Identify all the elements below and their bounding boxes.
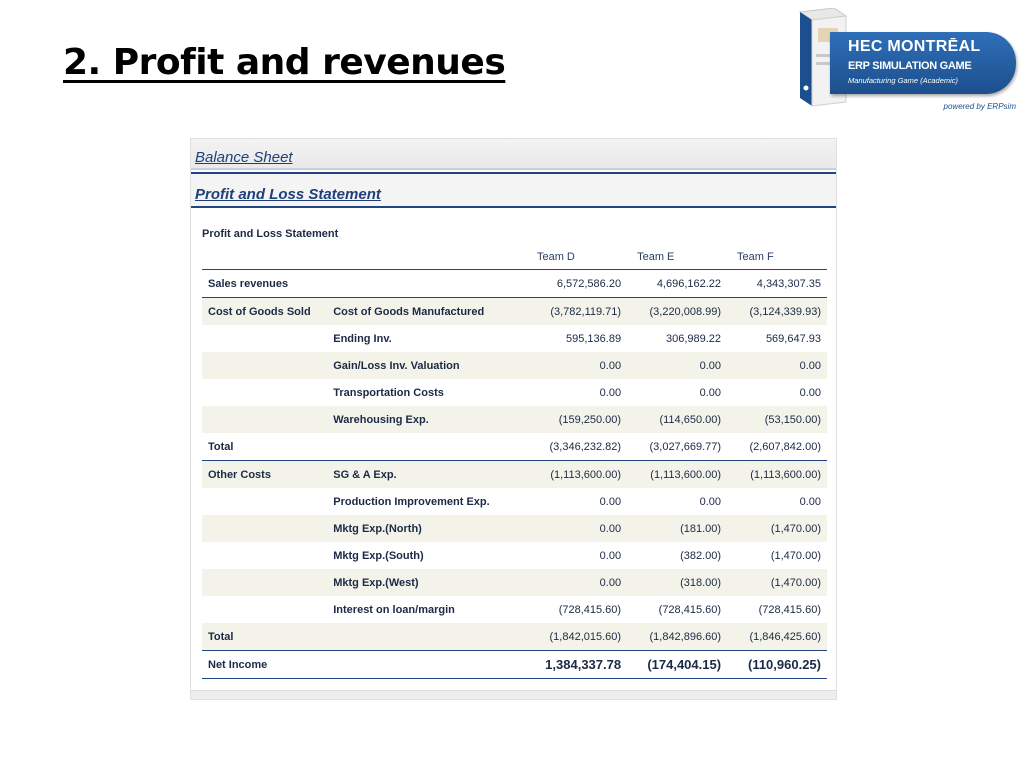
table-row — [202, 461, 827, 489]
row-category — [202, 352, 327, 379]
row-category — [202, 569, 327, 596]
row-category: Other Costs — [202, 461, 327, 489]
row-item: SG & A Exp. — [327, 461, 527, 489]
slide-title: 2. Profit and revenues — [63, 42, 506, 83]
value-team-d: (3,346,232.82) — [549, 440, 622, 453]
value-team-e: (181.00) — [627, 515, 727, 542]
value-team-f: (728,415.60) — [758, 603, 821, 616]
column-header: Team F — [737, 251, 774, 263]
row-category — [202, 542, 327, 569]
row-item: Mktg Exp.(West) — [327, 569, 527, 596]
table-row — [202, 352, 827, 379]
value-team-f: (3,124,339.93) — [727, 298, 827, 326]
table-row — [202, 270, 827, 298]
row-category: Total — [202, 623, 327, 651]
value-team-f: (1,470.00) — [727, 515, 827, 542]
row-category: Cost of Goods Sold — [202, 298, 327, 326]
table-header-row — [202, 245, 827, 270]
value-team-f: 0.00 — [799, 495, 821, 508]
value-team-e: 306,989.22 — [665, 332, 722, 345]
pl-table — [202, 245, 827, 679]
value-team-d: 0.00 — [599, 549, 622, 562]
pl-statement-header — [191, 172, 836, 208]
row-category — [202, 379, 327, 406]
logo-game-name: ERP SIMULATION GAME — [848, 60, 972, 72]
value-team-e: (1,113,600.00) — [627, 461, 727, 489]
table-row — [202, 596, 827, 623]
value-team-e: (1,842,896.60) — [627, 623, 727, 651]
report-title: Profit and Loss Statement — [202, 228, 339, 240]
row-category — [202, 515, 327, 542]
row-category — [202, 596, 327, 623]
row-item — [327, 433, 527, 461]
value-team-e: 4,696,162.22 — [656, 277, 722, 290]
value-team-e: 0.00 — [699, 386, 722, 399]
header-blank — [327, 245, 527, 270]
value-team-d: (1,842,015.60) — [527, 623, 627, 651]
table-row — [202, 325, 827, 352]
row-category — [202, 406, 327, 433]
table-row — [202, 569, 827, 596]
row-item: Production Improvement Exp. — [333, 495, 490, 508]
value-team-e: 0.00 — [627, 352, 727, 379]
row-item: Interest on loan/margin — [333, 603, 455, 616]
value-team-f: (1,470.00) — [770, 549, 821, 562]
row-item: Mktg Exp.(South) — [333, 549, 424, 562]
column-header: Team E — [637, 251, 675, 263]
panel-footer — [191, 690, 836, 699]
row-item: Cost of Goods Manufactured — [327, 298, 527, 326]
value-team-e: 0.00 — [699, 495, 722, 508]
logo-banner — [830, 32, 1016, 94]
row-category — [202, 325, 327, 352]
row-item — [327, 651, 527, 679]
value-team-f: (110,960.25) — [727, 651, 827, 679]
value-team-f: (1,846,425.60) — [727, 623, 827, 651]
value-team-d: 1,384,337.78 — [527, 651, 627, 679]
value-team-f: (2,607,842.00) — [749, 440, 821, 453]
value-team-d: 0.00 — [527, 569, 627, 596]
header-blank — [202, 245, 327, 270]
table-row — [202, 488, 827, 515]
logo-school-name: HEC MONTRĒAL — [848, 38, 981, 55]
value-team-e: (318.00) — [627, 569, 727, 596]
value-team-d: 0.00 — [527, 352, 627, 379]
hec-logo — [786, 8, 1018, 120]
erp-report-panel — [190, 138, 837, 700]
value-team-f: (53,150.00) — [727, 406, 827, 433]
value-team-e: (114,650.00) — [627, 406, 727, 433]
row-item: Mktg Exp.(North) — [327, 515, 527, 542]
value-team-e: (3,027,669.77) — [649, 440, 722, 453]
row-category: Net Income — [202, 651, 327, 679]
table-row — [202, 515, 827, 542]
value-team-d: (728,415.60) — [558, 603, 622, 616]
row-item — [327, 270, 527, 298]
value-team-e: (382.00) — [680, 549, 722, 562]
value-team-f: (1,113,600.00) — [727, 461, 827, 489]
value-team-d: 595,136.89 — [566, 332, 622, 345]
row-category — [202, 488, 327, 515]
balance-sheet-link[interactable]: Balance Sheet — [195, 149, 293, 166]
row-item — [327, 623, 527, 651]
value-team-d: (3,782,119.71) — [527, 298, 627, 326]
value-team-e: (3,220,008.99) — [627, 298, 727, 326]
table-row — [202, 542, 827, 569]
pl-statement-link[interactable]: Profit and Loss Statement — [195, 186, 381, 203]
column-header: Team D — [536, 251, 575, 263]
value-team-f: (1,470.00) — [727, 569, 827, 596]
table-row — [202, 651, 827, 679]
table-row — [202, 433, 827, 461]
balance-sheet-header — [191, 139, 836, 170]
value-team-f: 0.00 — [727, 352, 827, 379]
row-item: Gain/Loss Inv. Valuation — [327, 352, 527, 379]
value-team-e: (174,404.15) — [627, 651, 727, 679]
row-item: Ending Inv. — [333, 332, 392, 345]
value-team-d: 0.00 — [599, 495, 622, 508]
value-team-d: 0.00 — [599, 386, 622, 399]
row-item: Transportation Costs — [333, 386, 444, 399]
value-team-d: 0.00 — [527, 515, 627, 542]
row-item: Warehousing Exp. — [327, 406, 527, 433]
value-team-d: 6,572,586.20 — [556, 277, 622, 290]
logo-game-subtitle: Manufacturing Game (Academic) — [848, 76, 959, 85]
value-team-f: 4,343,307.35 — [756, 277, 821, 290]
row-category: Total — [208, 440, 234, 453]
table-row — [202, 298, 827, 326]
value-team-f: 569,647.93 — [765, 332, 821, 345]
logo-powered-by: powered by ERPsim — [943, 102, 1016, 111]
row-category: Sales revenues — [208, 277, 289, 290]
table-row — [202, 379, 827, 406]
value-team-e: (728,415.60) — [658, 603, 722, 616]
table-row — [202, 623, 827, 651]
table-row — [202, 406, 827, 433]
value-team-f: 0.00 — [799, 386, 821, 399]
value-team-d: (1,113,600.00) — [527, 461, 627, 489]
value-team-d: (159,250.00) — [527, 406, 627, 433]
